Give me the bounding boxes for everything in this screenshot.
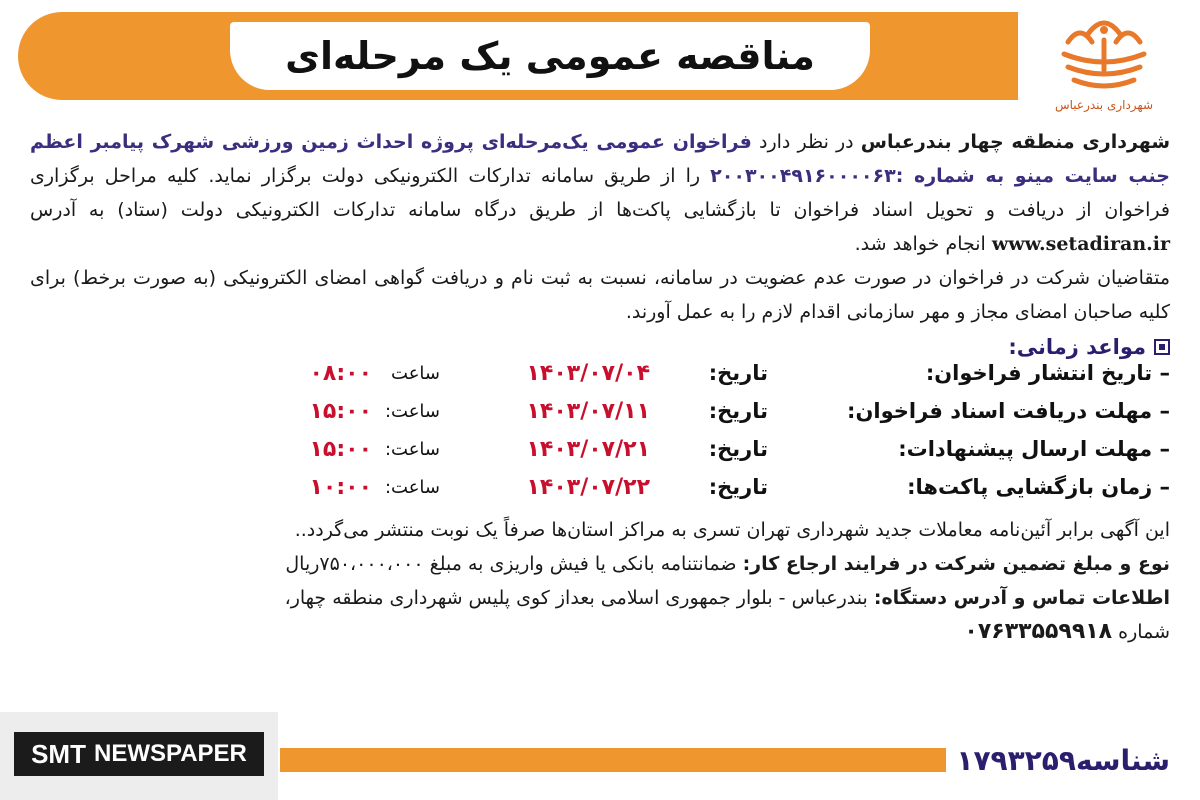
schedule-row xyxy=(30,475,1170,513)
schedule-label: – زمان بازگشایی پاکت‌ها: xyxy=(907,475,1170,499)
schedule-label: – مهلت دریافت اسناد فراخوان: xyxy=(847,399,1170,423)
municipality-logo xyxy=(1038,12,1170,122)
phone-line xyxy=(30,615,1170,649)
watermark-smt: SMT xyxy=(31,738,86,769)
date-label: تاریخ: xyxy=(708,399,768,423)
schedule-row xyxy=(30,437,1170,475)
time-value: ۰۸:۰۰ xyxy=(309,361,372,386)
schedule-heading xyxy=(30,335,1170,359)
date-label: تاریخ: xyxy=(708,361,768,385)
announcement-body xyxy=(30,125,1170,649)
square-bullet-icon xyxy=(1154,339,1170,355)
watermark-panel xyxy=(0,712,278,800)
intro-text-1: در نظر دارد xyxy=(751,131,861,153)
smt-watermark xyxy=(14,732,264,776)
title-box xyxy=(230,22,870,90)
guarantee-label: نوع و مبلغ تضمین شرکت در فرایند ارجاع کار: xyxy=(742,553,1170,575)
schedule-row xyxy=(30,399,1170,437)
org-name: شهرداری منطقه چهار بندرعباس xyxy=(860,131,1171,153)
time-label: ساعت: xyxy=(384,439,440,460)
time-label: ساعت xyxy=(391,363,440,384)
intro-text-3: انجام خواهد شد. xyxy=(854,233,992,255)
logo-caption: شهرداری بندرعباس xyxy=(1054,98,1154,112)
date-value: ۱۴۰۳/۰۷/۲۱ xyxy=(526,437,650,462)
time-label: ساعت: xyxy=(384,401,440,422)
setadiran-link[interactable]: www.setadiran.ir xyxy=(991,233,1170,255)
schedule-label: – تاریخ انتشار فراخوان: xyxy=(925,361,1170,385)
page-title: مناقصه عمومی یک مرحله‌ای xyxy=(285,34,815,78)
date-value: ۱۴۰۳/۰۷/۱۱ xyxy=(526,399,650,424)
footer-id xyxy=(946,738,1180,784)
guarantee-paragraph xyxy=(30,547,1170,581)
time-value: ۱۵:۰۰ xyxy=(309,437,372,462)
time-label: ساعت: xyxy=(384,477,440,498)
time-value: ۱۵:۰۰ xyxy=(309,399,372,424)
notice-text: این آگهی برابر آئین‌نامه معاملات جدید شهرداری تهران تسری به مراکز استان‌ها صرفاً یک نوبت منتشر می‌گردد.. xyxy=(294,519,1170,541)
phone-number: ۰۷۶۳۳۵۵۹۹۱۸ xyxy=(964,619,1113,644)
schedule-row xyxy=(30,361,1170,399)
date-label: تاریخ: xyxy=(708,437,768,461)
contact-label: اطلاعات تماس و آدرس دستگاه: xyxy=(873,587,1170,609)
guarantee-value: ضمانتنامه بانکی یا فیش واریزی به مبلغ ۷۵۰،۰۰۰،۰۰۰ریال xyxy=(285,553,743,575)
bandar-abbas-logo-icon xyxy=(1038,12,1170,102)
contact-paragraph xyxy=(30,581,1170,615)
date-label: تاریخ: xyxy=(708,475,768,499)
registration-paragraph: متقاضیان شرکت در فراخوان در صورت عدم عضویت در سامانه، نسبت به ثبت نام و دریافت گواهی امضای الکترونیکی (به صورت برخط) برای کلیه صاحبان امضای مجاز و مهر سازمانی اقدام لازم را به عمل آورند. xyxy=(30,267,1170,323)
contact-address: بندرعباس - بلوار جمهوری اسلامی بعداز کوی پلیس شهرداری منطقه چهار، xyxy=(284,587,874,609)
date-value: ۱۴۰۳/۰۷/۰۴ xyxy=(526,361,650,386)
call-title: فراخوان عمومی یک‌مرحله‌ای پروژه احداث زمین ورزشی شهرک پیامبر اعظم جنب سایت مینو به شماره :۲۰۰۳۰۰۴۹۱۶۰۰۰۰۶۳ xyxy=(30,131,1170,187)
intro-paragraph xyxy=(30,125,1170,261)
footer-divider xyxy=(280,748,980,772)
schedule-label: – مهلت ارسال پیشنهادات: xyxy=(898,437,1170,461)
intro-text-2: را از طریق سامانه تدارکات الکترونیکی دولت برگزار نماید. کلیه مراحل برگزاری فراخوان از دریافت و تحویل اسناد فراخوان تا بازگشایی پاکت‌ها از طریق درگاه سامانه تدارکات الکترونیکی دولت (ستاد) به آدرس xyxy=(30,165,1170,221)
phone-label: شماره xyxy=(1112,621,1170,643)
id-value: ۱۷۹۳۲۵۹ xyxy=(956,744,1076,777)
date-value: ۱۴۰۳/۰۷/۲۲ xyxy=(526,475,650,500)
time-value: ۱۰:۰۰ xyxy=(309,475,372,500)
id-label: شناسه xyxy=(1076,744,1170,777)
watermark-newspaper: NEWSPAPER xyxy=(93,740,247,767)
schedule-heading-text: مواعد زمانی: xyxy=(1008,335,1146,359)
